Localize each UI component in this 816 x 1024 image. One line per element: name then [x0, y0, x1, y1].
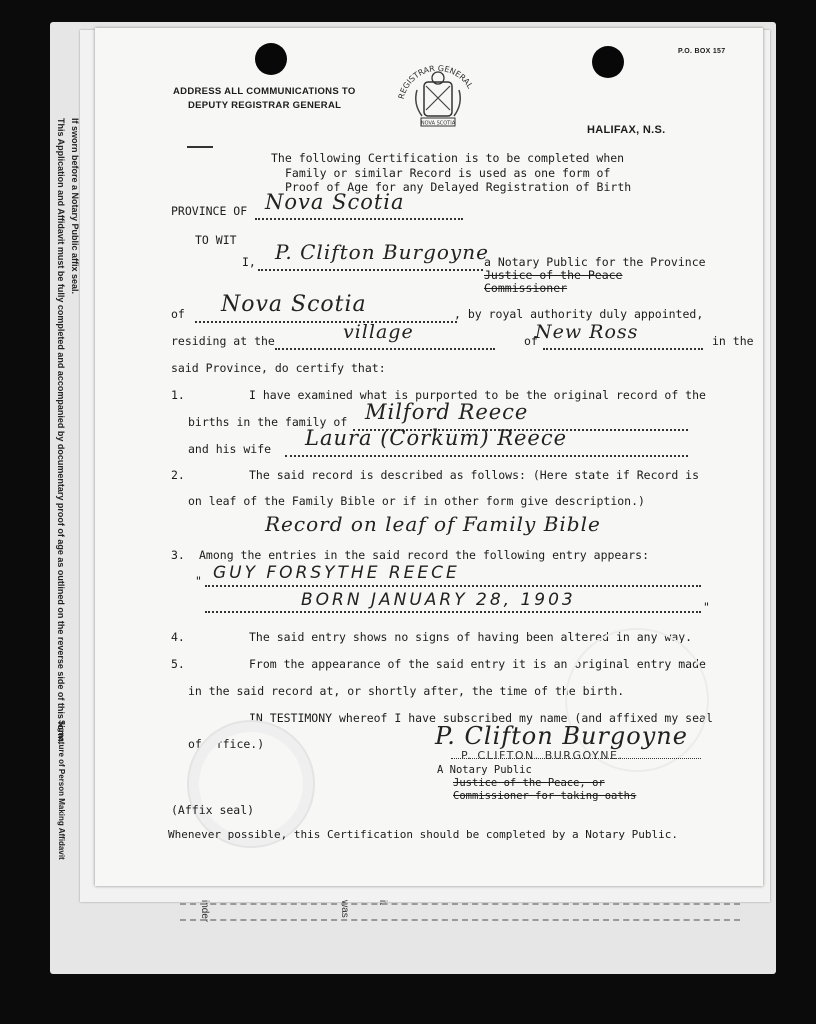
province-label: PROVINCE OF — [171, 204, 248, 218]
residing-of: of — [524, 334, 538, 348]
royal-authority: , by royal authority duly appointed, — [454, 307, 704, 321]
item-1-line-1: I have examined what is purported to be the original record of the — [249, 388, 706, 402]
item-2-number: 2. — [171, 468, 185, 482]
notary-name-value: P. Clifton Burgoyne — [275, 240, 489, 264]
item-1-births: births in the family of — [188, 415, 348, 429]
crest-bottom-text: NOVA SCOTIA — [420, 120, 456, 127]
printed-name: P. CLIFTON. BURGOYNE. — [461, 749, 624, 762]
city: HALIFAX, N.S. — [587, 124, 666, 136]
residing-value: village — [343, 321, 414, 343]
to-wit-label: TO WIT — [195, 233, 237, 247]
registrar-crest-icon — [395, 60, 481, 142]
justice-struck: Justice of the Peace — [484, 268, 623, 282]
footer-note: Whenever possible, this Certification should be completed by a Notary Public. — [168, 828, 678, 841]
item-5-number: 5. — [171, 657, 185, 671]
po-box: P.O. BOX 157 — [678, 48, 726, 55]
of-value: Nova Scotia — [221, 292, 367, 317]
place-underline — [543, 348, 703, 350]
under-form-label-2: was — [339, 900, 350, 918]
address-line-2: DEPUTY REGISTRAR GENERAL — [188, 100, 342, 111]
left-vertical-instruction: This Application and Affidavit must be fully completed and accompanied by documentary proof of age as outlined on the reverse side of this form. — [56, 118, 66, 744]
said-province: said Province, do certify that: — [171, 361, 386, 375]
of-underline — [195, 321, 457, 323]
in-the: in the — [712, 334, 754, 348]
address-line-1: ADDRESS ALL COMMUNICATIONS TO — [173, 86, 356, 97]
title-commissioner-struck: Commissioner for taking oaths — [453, 790, 637, 802]
mother-underline — [285, 455, 688, 457]
residing-label: residing at the — [171, 334, 275, 348]
residing-underline — [275, 348, 495, 350]
item-3-number: 3. — [171, 548, 185, 562]
province-underline — [255, 218, 463, 220]
under-form-label-1: inder — [199, 900, 210, 923]
mother-value: Laura (Corkum) Reece — [305, 426, 568, 450]
record-description-value: Record on leaf of Family Bible — [265, 512, 601, 536]
item-4-text: The said entry shows no signs of having been altered in any way. — [249, 630, 693, 644]
under-form-label-3: it — [377, 900, 388, 905]
place-value: New Ross — [535, 321, 639, 343]
title-justice-struck: Justice of the Peace, or — [453, 777, 605, 789]
item-2-line-1: The said record is described as follows: (Here state if Record is — [249, 468, 700, 482]
testimony-line-2: of office.) — [188, 737, 265, 751]
under-form-dashed-fields — [180, 903, 740, 921]
item-2-line-2: on leaf of the Family Bible or if in other form give description.) — [188, 494, 645, 508]
notary-public-for: a Notary Public for the Province — [484, 255, 706, 269]
item-5-line-2: in the said record at, or shortly after, the time of the birth. — [188, 684, 625, 698]
item-3-line-1: Among the entries in the said record the following entry appears: — [199, 548, 650, 562]
punch-hole-left — [255, 43, 287, 75]
item-1-wife: and his wife — [188, 442, 272, 456]
intro-line-1: The following Certification is to be completed when — [271, 151, 625, 165]
signature: P. Clifton Burgoyne — [435, 722, 688, 750]
header-dash — [187, 146, 213, 148]
open-quote: " — [195, 574, 202, 588]
entry-line-2-value: BORN JANUARY 28, 1903 — [301, 590, 576, 610]
testimony-line-1: IN TESTIMONY whereof I have subscribed my name (and affixed my seal — [249, 711, 713, 725]
affix-seal: (Affix seal) — [171, 803, 255, 817]
province-value: Nova Scotia — [265, 190, 405, 214]
notary-name-underline — [258, 269, 483, 271]
close-quote: " — [703, 600, 710, 614]
intro-line-2: Family or similar Record is used as one form of — [285, 166, 611, 180]
of-label: of — [171, 307, 185, 321]
entry-line-2-underline — [205, 611, 701, 613]
certification-form — [95, 28, 763, 886]
entry-line-1-underline — [205, 585, 701, 587]
punch-hole-right — [592, 46, 624, 78]
left-vertical-signature-label: Signature of Person Making Affidavit — [57, 720, 66, 860]
father-value: Milford Reece — [365, 400, 529, 424]
i-label: I, — [242, 255, 256, 269]
item-5-line-1: From the appearance of the said entry it is an original entry made — [249, 657, 706, 671]
crest-top-text: REGISTRAR GENERAL — [396, 63, 475, 100]
title-notary: A Notary Public — [437, 764, 532, 776]
commissioner-struck: Commissioner — [484, 281, 568, 295]
left-vertical-seal-note: If sworn before a Notary Public affix seal. — [70, 118, 80, 295]
item-4-number: 4. — [171, 630, 185, 644]
intro-line-3: Proof of Age for any Delayed Registration of Birth — [285, 180, 632, 194]
entry-line-1-value: GUY FORSYTHE REECE — [213, 563, 460, 583]
item-1-number: 1. — [171, 388, 185, 402]
